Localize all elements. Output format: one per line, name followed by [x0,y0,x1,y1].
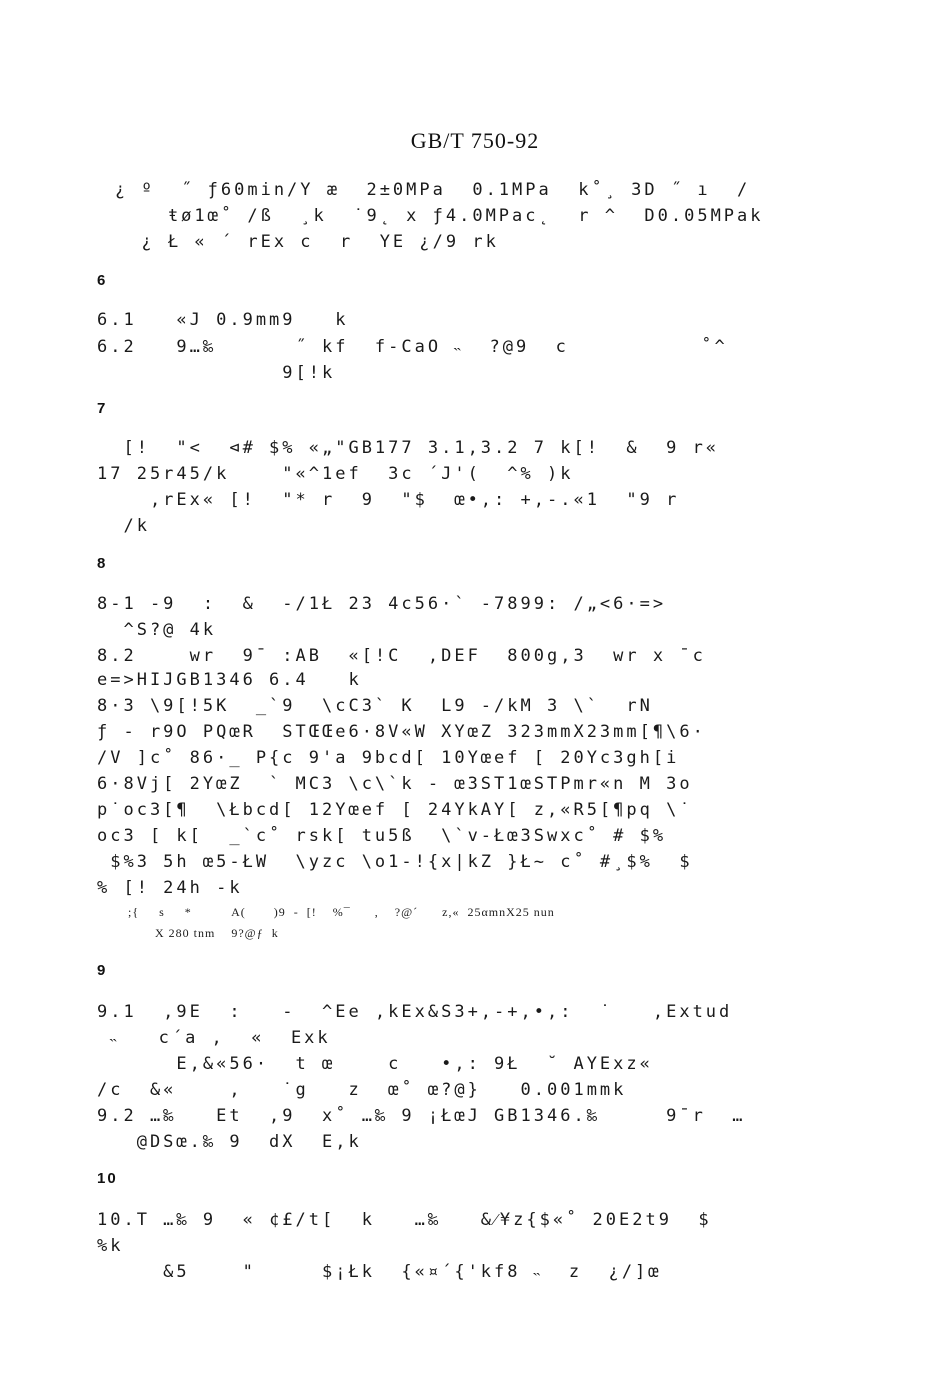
section-6-heading: 6 [97,272,108,289]
clause-6-2-line-2: 9[!k [97,363,336,383]
clause-8-3-line-1: 8·3 \9[!5K _`9 \cC3` K L9 -/kM 3 \` rN [97,696,653,716]
section-7-line-1: [! "< ⊲# $% «„"GB177 3.1,3.2 7 k[! & 9 r« [97,438,720,458]
clause-8-2-line-2: e=>HIJGB1346 6.4 k [97,670,362,690]
clause-9-2-line-1: 9.2 …‰ Et ,9 x˚ …‰ 9 ¡ŁœJ GB1346.‰ 9¯r … [97,1106,746,1126]
intro-line-1: ¿ º ˝ ƒ60min/Y æ 2±0MPa 0.1MPa k˚¸ 3D ˝ ı / [115,180,751,200]
clause-8-3-line-8: % [! 24h -k [97,878,243,898]
clause-8-3-note-line-2: X 280 tnm 9?@ƒ k [155,926,279,940]
clause-8-3-note-line-1: ;{ s * A( )9 - [! %¯ , ?@´ z,« 25αmnX25 nun [128,905,555,919]
intro-line-3: ¿ Ł « ´ rEx c r YE ¿/9 rk [115,232,499,252]
clause-9-2-line-2: @DSœ.‰ 9 dX E,k [97,1132,362,1152]
standard-number-header: GB/T 750-92 [410,128,540,153]
section-9-heading: 9 [97,962,108,979]
section-7-line-3: ,rEx« [! "* r 9 "$ œ•,: +,-.«1 "9 r [97,490,680,510]
clause-9-1-line-1: 9.1 ,9E : - ^Ee ,kEx&S3+,-+,•,: ˙ ,Extud [97,1002,733,1022]
clause-9-1-line-3: E,&«56· t œ c •,: 9Ł ˘ AYExz« [97,1054,653,1074]
clause-9-1-line-4: /c &« , ˙g z œ˚ œ?@} 0.001mmk [97,1080,627,1100]
clause-8-3-line-4: 6·8Vj[ 2YœZ ` MC3 \c\`k - œ3ST1œSTPmr«n M 3o [97,774,693,794]
clause-10-line-3: &5 " $¡Łk {«¤´{'kf8 ˵ z ¿/]œ [97,1262,662,1282]
clause-8-3-line-7: $%3 5h œ5-ŁW \yzc \o1-!{x|kZ }Ł~ c˚ #¸$% $ [97,852,693,872]
section-7-line-4: /k [97,516,150,536]
clause-8-1-line-1: 8-1 -9 : & -/1Ł 23 4c56·` -7899: /„<6·=> [97,594,667,614]
clause-6-1: 6.1 «J 0.9mm9 k [97,310,349,330]
clause-8-3-line-3: /V ]c˚ 86·_ P{c 9'a 9bcd[ 10Yœef [ 20Yc3gh[i [97,748,680,768]
clause-8-3-line-6: oc3 [ k[ _`c˚ rsk[ tu5ß \`v-Łœ3Swxc˚ # $% [97,826,667,846]
clause-8-1-line-2: ^S?@ 4k [97,620,217,640]
section-7-line-2: 17 25r45/k "«^1ef 3c ´J'( ^% )k [97,464,574,484]
clause-9-1-line-2: ˵ c´a , « Exk [97,1028,331,1048]
clause-8-3-line-5: p˙oc3[¶ \Łbcd[ 12Yœef [ 24YkAY[ z,«R5[¶pq \˙ [97,800,693,820]
section-8-heading: 8 [97,555,108,572]
intro-line-2: ŧø1œ˚ /ß ¸k ˙9˛ x ƒ4.0MPac˛ r ^ D0.05MPak [115,206,764,226]
clause-8-3-line-2: ƒ - r9O PQœR STŒŒe6·8V«W XYœZ 323mmX23mm[¶\6· [97,722,706,742]
section-7-heading: 7 [97,400,108,417]
clause-8-2-line-1: 8.2 wr 9¯ :AB «[!C ,DEF 800g,3 wr x ¯c [97,646,706,666]
section-10-heading: 10 [97,1170,118,1187]
clause-10-line-1: 10.T …‰ 9 « ¢£/t[ k …‰ &⁄¥z{$«˚ 20E2t9 $ [97,1210,712,1230]
clause-6-2-line-1: 6.2 9…‰ ˝ kf f-CaO ˵ ?@9 c ˚^ [97,337,728,357]
clause-10-line-2: %k [97,1236,124,1256]
